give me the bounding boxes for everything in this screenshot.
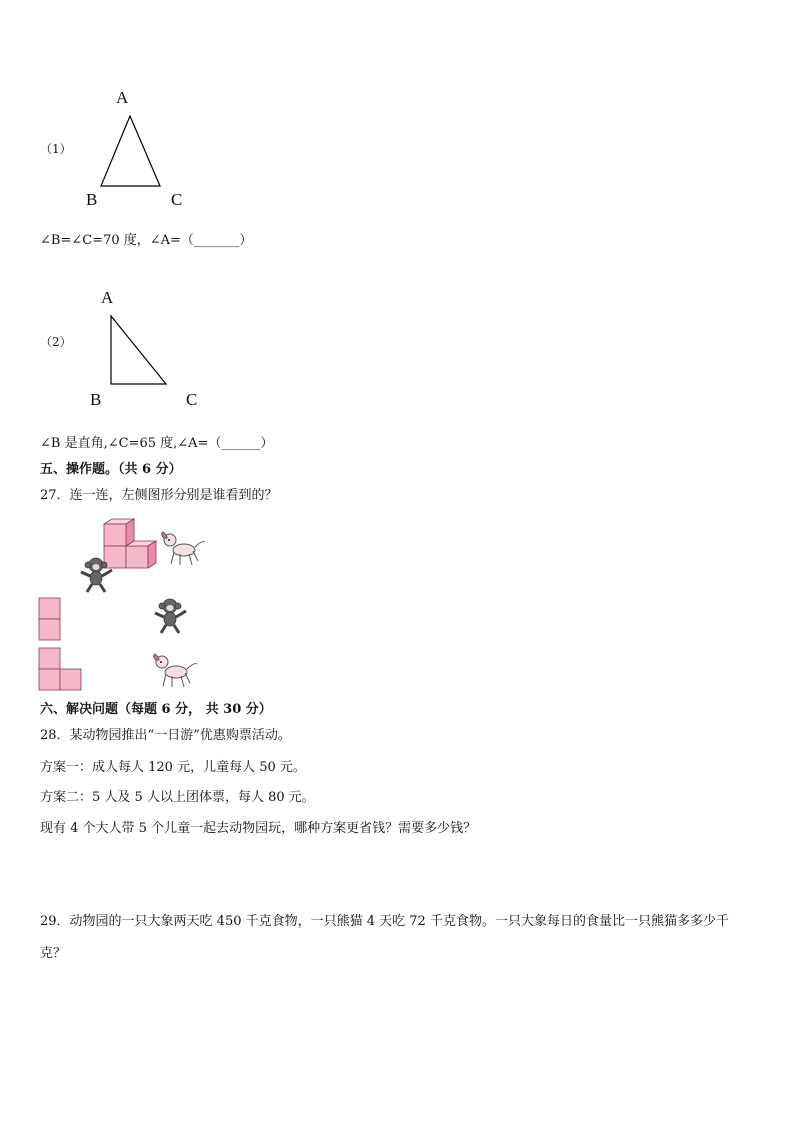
q28-line-1: 28．某动物园推出“一日游”优惠购票活动。 [40, 728, 291, 743]
q2-question: ∠B 是直角,∠C=65 度,∠A=（______） [40, 436, 274, 451]
q1-label: （1） [40, 142, 72, 156]
vertex-b-label: B [86, 190, 98, 209]
q1-question: ∠B=∠C=70 度，∠A=（_______） [40, 233, 253, 248]
q2-label: （2） [40, 335, 72, 349]
q27-text: 27．连一连，左侧图形分别是谁看到的？ [40, 488, 278, 503]
vertex-a-label: A [101, 288, 114, 307]
q28-line-4: 现有 4 个大人带 5 个儿童一起去动物园玩，哪种方案更省钱？需要多少钱？ [40, 821, 477, 836]
dog-icon [150, 652, 200, 692]
q29-line-2: 克？ [40, 946, 67, 961]
q28-line-2: 方案一：成人每人 120 元，儿童每人 50 元。 [40, 760, 306, 775]
vertex-b-label: B [90, 390, 102, 409]
section-5-title: 五、操作题。（共 6 分） [40, 462, 182, 477]
vertex-c-label: C [186, 390, 198, 409]
section-6-title: 六、解决问题（每题 6 分， 共 30 分） [40, 702, 272, 717]
vertex-a-label: A [116, 88, 129, 107]
vertex-c-label: C [171, 190, 183, 209]
q29-line-1: 29．动物园的一只大象两天吃 450 千克食物，一只熊猫 4 天吃 72 千克食物。一只大象每日的食量比一只熊猫多多少千 [40, 914, 729, 929]
monkey-icon [150, 597, 190, 635]
q28-line-3: 方案二：5 人及 5 人以上团体票，每人 80 元。 [40, 790, 315, 805]
